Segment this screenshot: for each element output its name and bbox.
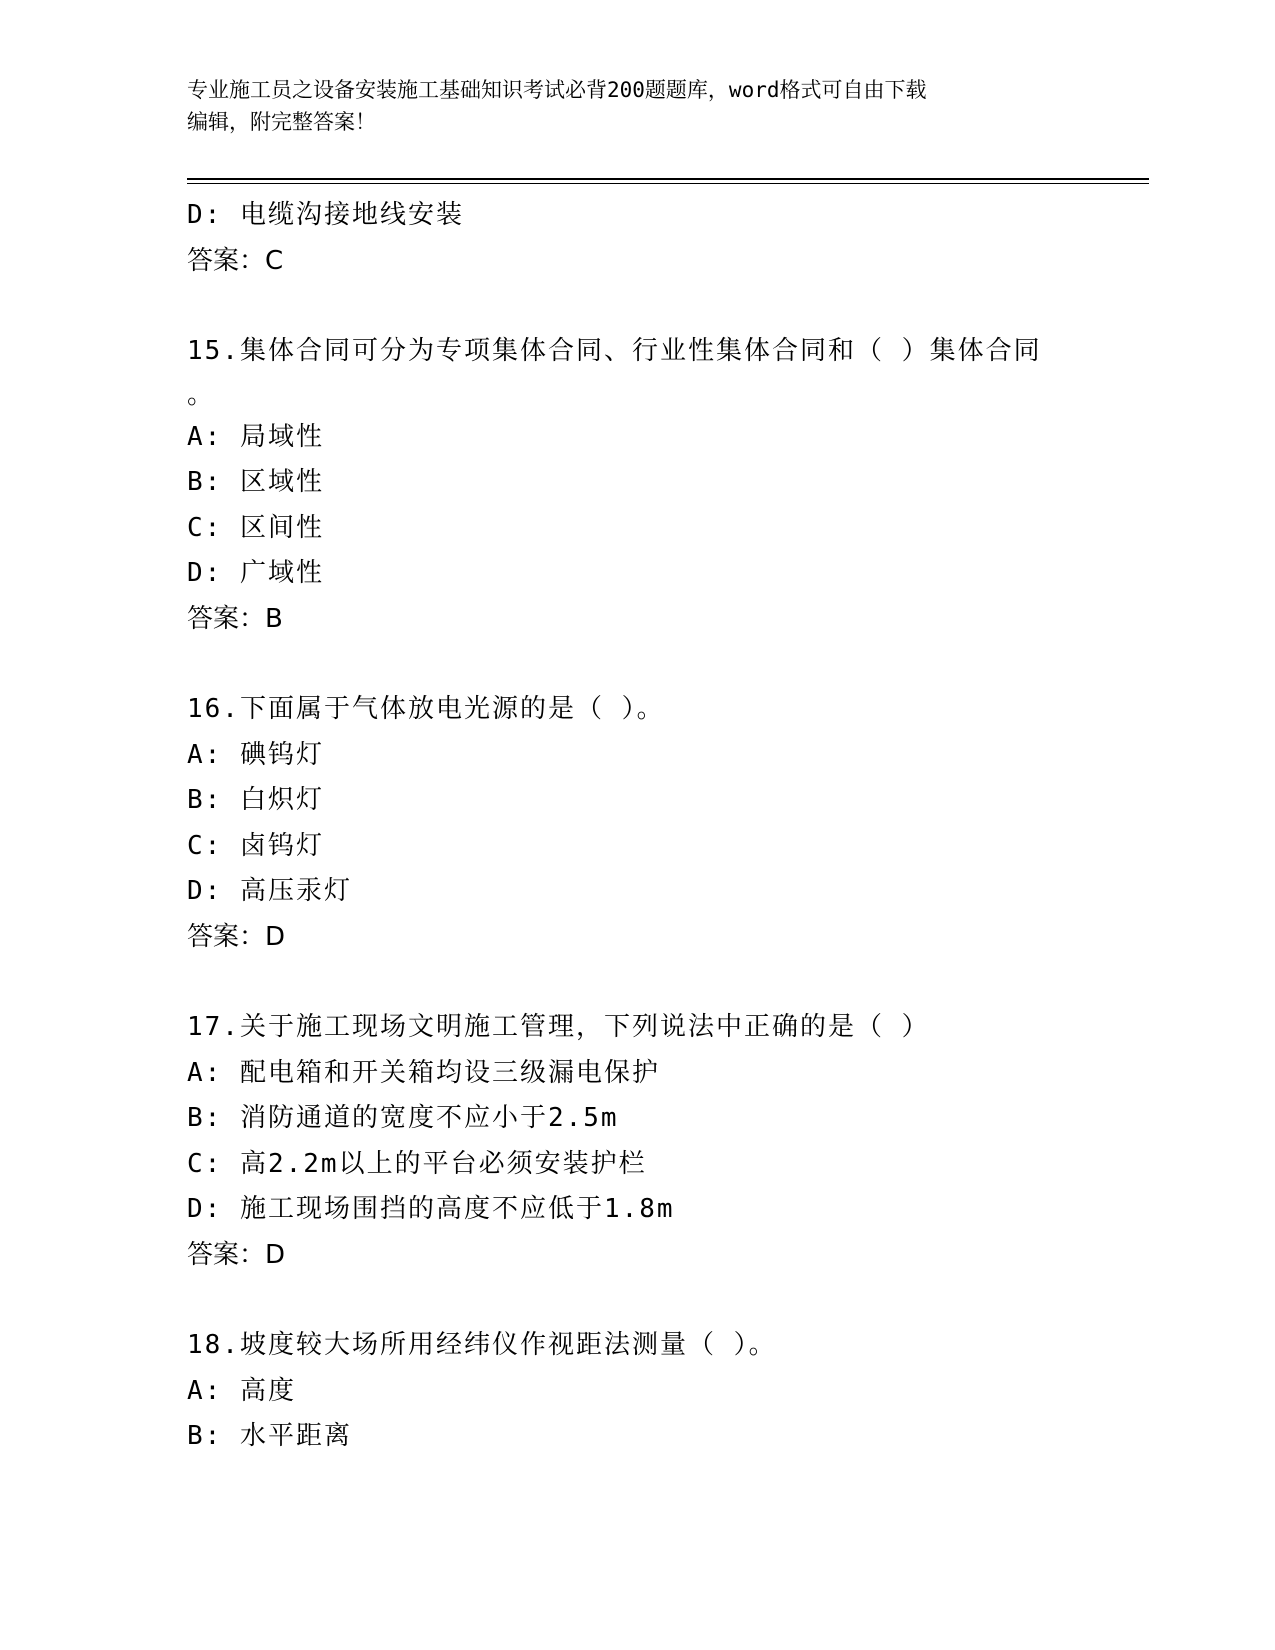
option-a: A: 局域性 [187,421,324,452]
option-d: D: 施工现场围挡的高度不应低于1.8m [187,1194,675,1224]
option-c: C: 高2.2m以上的平台必须安装护栏 [187,1148,647,1179]
option-b: B: 水平距离 [187,1421,352,1451]
option-d: D: 广域性 [187,558,324,588]
question-stem: 17.关于施工现场文明施工管理，下列说法中正确的是（ ） [187,1012,930,1042]
question-stem: 16.下面属于气体放电光源的是（ ）。 [187,694,665,724]
spacer [187,1278,1149,1323]
option-c: C: 区间性 [187,512,324,543]
option-a: A: 配电箱和开关箱均设三级漏电保护 [187,1057,660,1088]
answer-line: 答案：C [187,245,284,276]
option-b: B: 白炽灯 [187,785,324,815]
option-d: D: 电缆沟接地线安装 [187,200,464,230]
question-15 [187,329,1149,642]
question-17 [187,1005,1149,1278]
spacer [187,284,1149,329]
option-a: A: 高度 [187,1375,296,1406]
question-18 [187,1323,1149,1460]
option-b: B: 区域性 [187,467,324,497]
question-16 [187,687,1149,960]
document-header [187,74,1077,138]
spacer [187,642,1149,687]
spacer [187,960,1149,1005]
option-d: D: 高压汞灯 [187,876,352,906]
answer-line: 答案：D [187,1239,286,1270]
option-c: C: 卤钨灯 [187,830,324,861]
answer-line: 答案：B [187,603,283,634]
question-stem: 15.集体合同可分为专项集体合同、行业性集体合同和（ ）集体合同 [187,336,1042,366]
option-b: B: 消防通道的宽度不应小于2.5m [187,1103,619,1133]
option-a: A: 碘钨灯 [187,739,324,770]
question-stem: 18.坡度较大场所用经纬仪作视距法测量（ ）。 [187,1330,777,1360]
answer-line: 答案：D [187,921,286,952]
header-title-line2: 编辑，附完整答案！ [187,110,376,134]
header-rule-thin [187,183,1149,184]
question-stem-continuation: 。 [187,379,216,410]
question-content [187,193,1149,1460]
header-rule-thick [187,178,1149,180]
header-title-line1: 专业施工员之设备安装施工基础知识考试必背200题题库，word格式可自由下载 [187,78,927,102]
